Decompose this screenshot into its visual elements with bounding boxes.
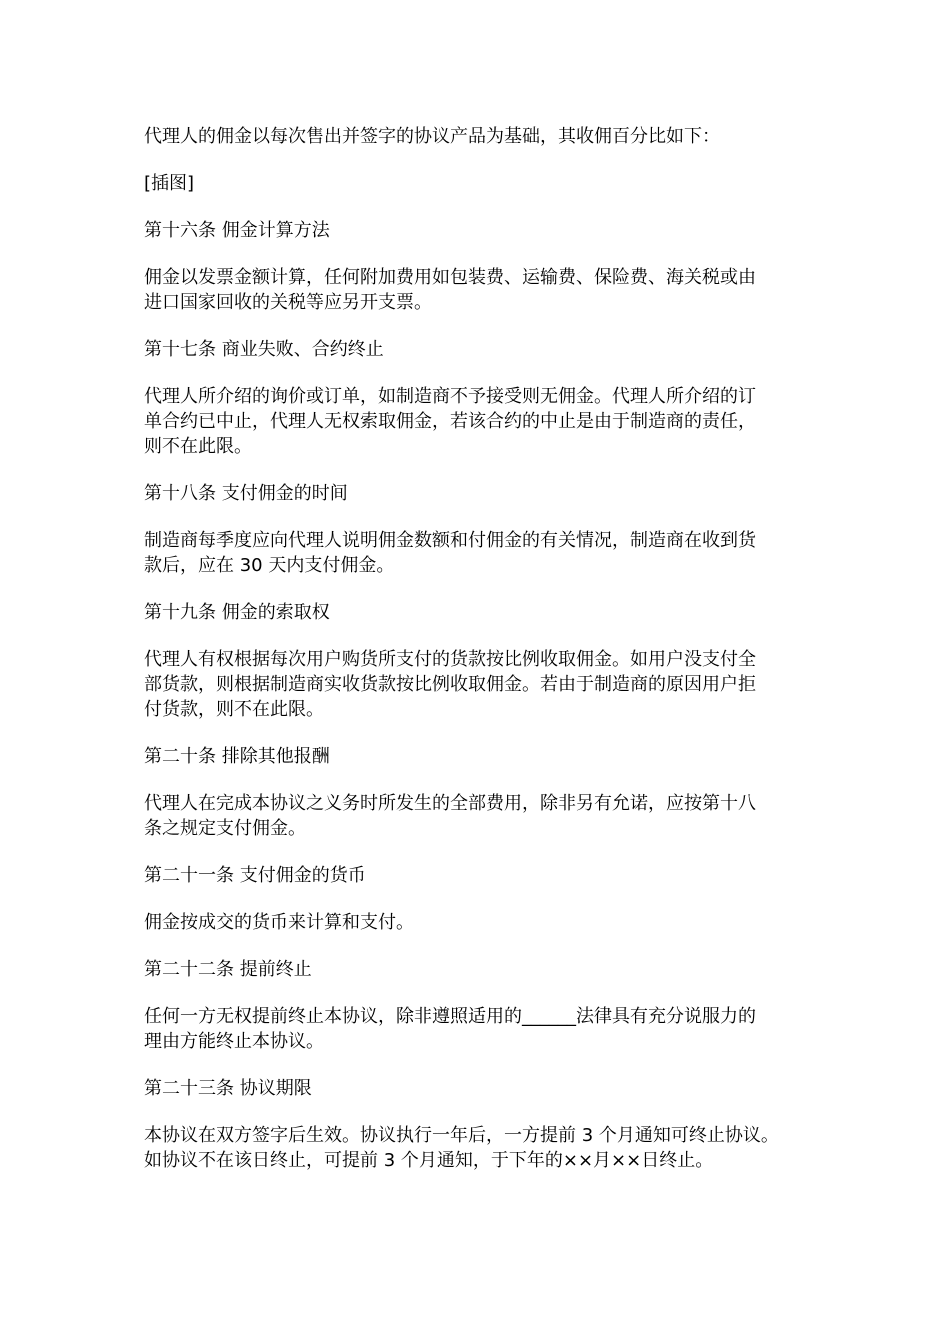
section-paragraph: [144, 384, 824, 459]
intro-paragraph: 代理人的佣金以每次售出并签字的协议产品为基础，其收佣百分比如下：: [144, 126, 720, 147]
section-paragraph: [144, 528, 824, 578]
paragraph-line: 理由方能终止本协议。: [144, 1031, 324, 1052]
paragraph-line: 如协议不在该日终止，可提前 3 个月通知，于下年的××月××日终止。: [144, 1150, 714, 1171]
section-heading: 第二十条 排除其他报酬: [144, 746, 330, 767]
section-heading: 第二十二条 提前终止: [144, 959, 312, 980]
paragraph-line: 代理人所介绍的询价或订单，如制造商不予接受则无佣金。代理人所介绍的订: [144, 386, 756, 407]
section-paragraph: [144, 647, 824, 722]
figure-placeholder: [插图]: [144, 173, 195, 194]
section-heading: 第十九条 佣金的索取权: [144, 602, 330, 623]
document-body: [144, 124, 824, 1195]
paragraph-line: 代理人有权根据每次用户购货所支付的货款按比例收取佣金。如用户没支付全: [144, 649, 756, 670]
paragraph-line: 本协议在双方签字后生效。协议执行一年后，一方提前 3 个月通知可终止协议。: [144, 1125, 779, 1146]
paragraph-line: 部货款，则根据制造商实收货款按比例收取佣金。若由于制造商的原因用户拒: [144, 674, 756, 695]
paragraph-line: 佣金以发票金额计算，任何附加费用如包装费、运输费、保险费、海关税或由: [144, 267, 756, 288]
section-heading: 第二十三条 协议期限: [144, 1078, 312, 1099]
section-heading: 第二十一条 支付佣金的货币: [144, 865, 366, 886]
paragraph-line: 单合约已中止，代理人无权索取佣金，若该合约的中止是由于制造商的责任，: [144, 411, 756, 432]
paragraph-line: 制造商每季度应向代理人说明佣金数额和付佣金的有关情况，制造商在收到货: [144, 530, 756, 551]
paragraph-line: 条之规定支付佣金。: [144, 818, 306, 839]
sections-container: [144, 218, 824, 1173]
paragraph-line: 代理人在完成本协议之义务时所发生的全部费用，除非另有允诺，应按第十八: [144, 793, 756, 814]
section-heading: 第十六条 佣金计算方法: [144, 220, 330, 241]
section-paragraph: [144, 1004, 824, 1054]
section-paragraph: [144, 1123, 824, 1173]
paragraph-line: 进口国家回收的关税等应另开支票。: [144, 292, 432, 313]
section-paragraph: [144, 265, 824, 315]
paragraph-line: 款后，应在 30 天内支付佣金。: [144, 555, 395, 576]
paragraph-line: 则不在此限。: [144, 436, 252, 457]
paragraph-line: 任何一方无权提前终止本协议，除非遵照适用的______法律具有充分说服力的: [144, 1006, 756, 1027]
paragraph-line: 佣金按成交的货币来计算和支付。: [144, 912, 414, 933]
paragraph-line: 付货款，则不在此限。: [144, 699, 324, 720]
section-paragraph: [144, 910, 824, 935]
section-paragraph: [144, 791, 824, 841]
section-heading: 第十八条 支付佣金的时间: [144, 483, 348, 504]
section-heading: 第十七条 商业失败、合约终止: [144, 339, 384, 360]
